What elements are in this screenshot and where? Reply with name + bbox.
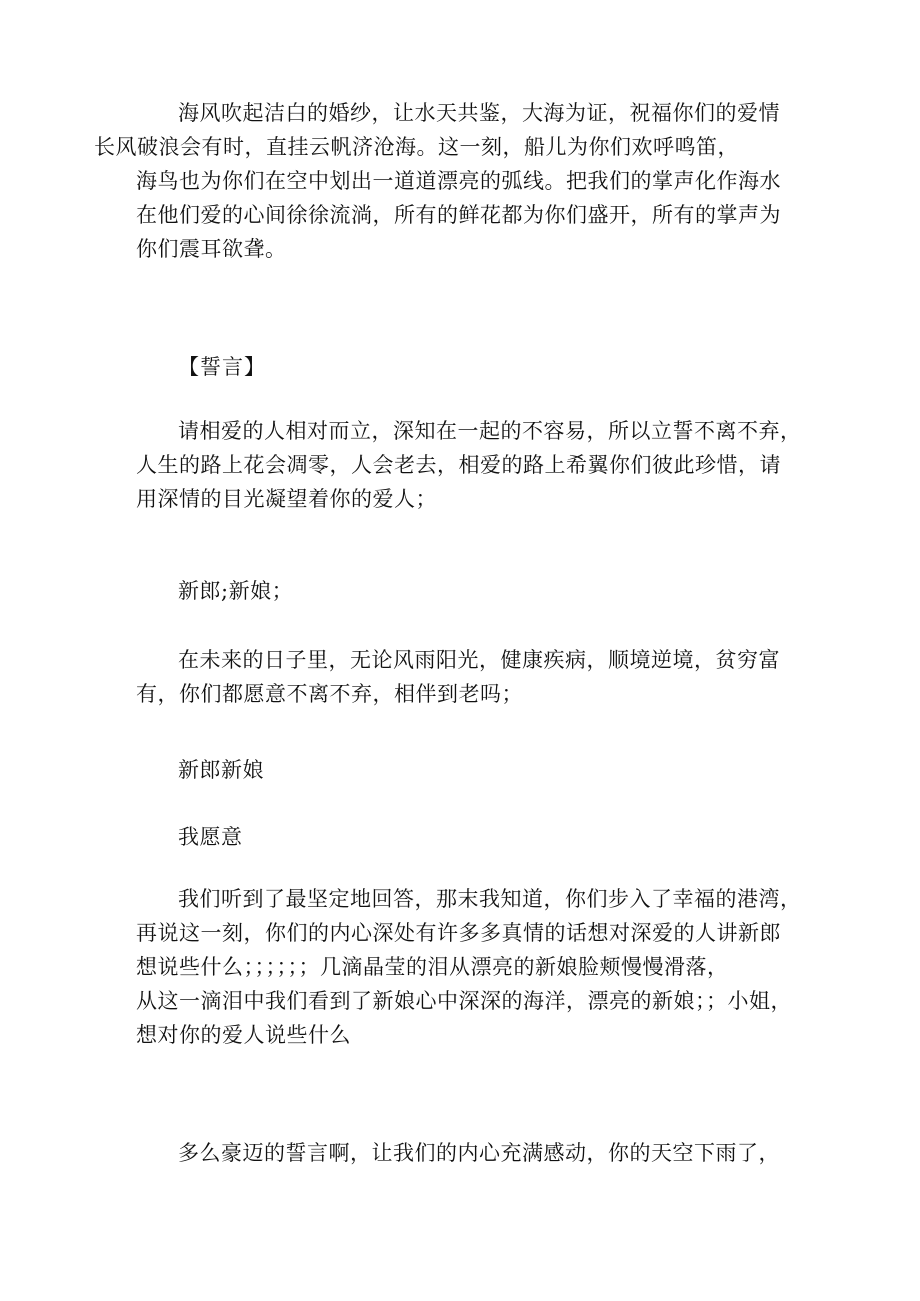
text-line: 从这一滴泪中我们看到了新娘心中深深的海洋，漂亮的新娘；；小姐，	[136, 989, 792, 1013]
text-line: 海鸟也为你们在空中划出一道道漂亮的弧线。把我们的掌声化作海水	[136, 169, 781, 193]
text-line: 想说些什么；；；；；；几滴晶莹的泪从漂亮的新娘脸颊慢慢滑落，	[136, 955, 729, 979]
text-line: 再说这一刻，你们的内心深处有许多多真情的话想对深爱的人讲新郎	[136, 921, 781, 945]
line-i-do: 我愿意	[178, 825, 243, 849]
text-line: 海风吹起洁白的婚纱，让水天共鉴，大海为证，祝福你们的爱情	[178, 101, 780, 125]
line-groom-bride-answer: 新郎新娘	[178, 758, 264, 782]
text-line: 多么豪迈的誓言啊，让我们的内心充满感动，你的天空下雨了，	[178, 1141, 780, 1165]
line-groom-bride: 新郎;新娘；	[178, 579, 294, 603]
section-heading-vows: 【誓言】	[178, 355, 266, 379]
paragraph-vows-question	[136, 643, 808, 711]
text-line: 有，你们都愿意不离不弃，相伴到老吗；	[136, 682, 523, 706]
text-line: 请相爱的人相对而立，深知在一起的不容易，所以立誓不离不弃，	[178, 419, 802, 443]
text-line: 想对你的爱人说些什么	[136, 1023, 351, 1047]
text-line: 在未来的日子里，无论风雨阳光，健康疾病，顺境逆境，贫穷富	[178, 648, 780, 672]
text-line: 你们震耳欲聋。	[136, 237, 287, 261]
paragraph-firm-answer	[136, 882, 808, 1052]
paragraph-vows-intro	[136, 414, 808, 516]
paragraph-heroic-vow	[136, 1136, 808, 1170]
text-line: 在他们爱的心间徐徐流淌，所有的鲜花都为你们盛开，所有的掌声为	[136, 203, 781, 227]
text-line: 我们听到了最坚定地回答，那末我知道，你们步入了幸福的港湾，	[178, 887, 802, 911]
text-line: 长风破浪会有时，直挂云帆济沧海。这一刻，船儿为你们欢呼鸣笛，	[94, 135, 739, 159]
text-line: 人生的路上花会凋零，人会老去，相爱的路上希翼你们彼此珍惜，请	[136, 453, 781, 477]
text-line: 用深情的目光凝望着你的爱人；	[136, 487, 437, 511]
paragraph-sea-blessing	[94, 96, 808, 266]
